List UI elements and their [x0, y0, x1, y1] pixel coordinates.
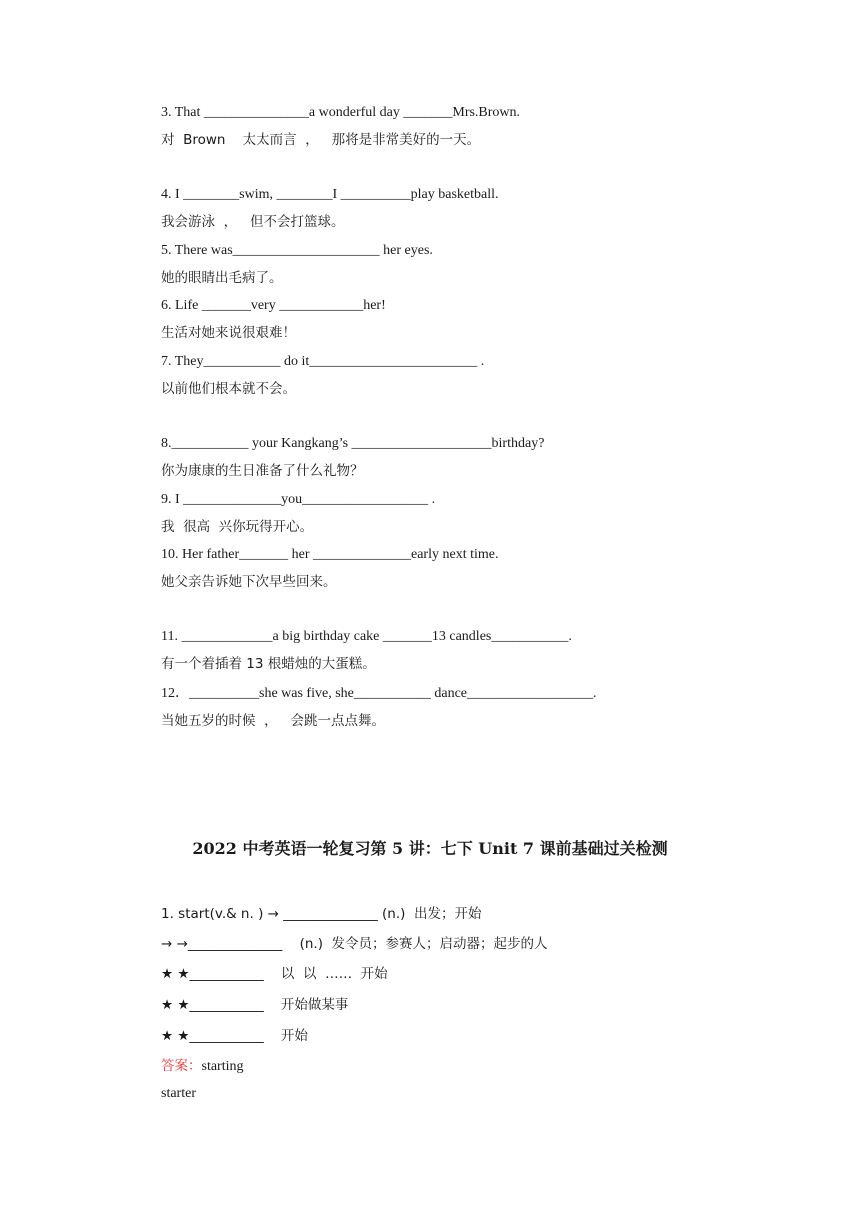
exercise-6-cn: 生活对她来说很艰难！ [161, 325, 296, 341]
exercise-3-en: 3. That _______________a wonderful day _______Mrs.Brown. [161, 105, 521, 120]
vocab-line-4: ★ ★___________ 开始做某事 [161, 997, 349, 1013]
exercise-6-en: 6. Life _______very ____________her! [161, 298, 386, 313]
vocab-line-2: → →______________ (n.) 发令员；参赛人；启动器；起步的人 [161, 936, 548, 952]
exercise-5-en: 5. There was_____________________ her eyes. [161, 243, 433, 258]
answer-label: 答案： [161, 1058, 202, 1074]
exercise-7-cn: 以前他们根本就不会。 [161, 381, 296, 397]
answer-2: starter [161, 1086, 196, 1101]
vocab-line-5: ★ ★___________ 开始 [161, 1028, 308, 1044]
exercise-10-en: 10. Her father_______ her ______________early next time. [161, 547, 499, 562]
vocab-line-3: ★ ★___________ 以 以 …… 开始 [161, 966, 388, 982]
exercise-12-cn: 当她五岁的时候 ， 会跳一点点舞。 [161, 713, 385, 729]
exercise-8-cn: 你为康康的生日准备了什么礼物？ [161, 463, 364, 479]
exercise-11-en: 11. _____________a big birthday cake _______13 candles___________. [161, 629, 572, 644]
vocab-line-1: 1. start(v.& n. ) → ______________ (n.) 出发；开始 [161, 906, 482, 922]
section-title: 2022 中考英语一轮复习第 5 讲：七下 Unit 7 课前基础过关检测 [192, 839, 668, 858]
exercise-10-cn: 她父亲告诉她下次早些回来。 [161, 574, 337, 590]
exercise-3-cn: 对 Brown 太太而言 ， 那将是非常美好的一天。 [161, 132, 481, 148]
exercise-9-cn: 我 很高 兴你玩得开心。 [161, 519, 314, 535]
exercise-7-en: 7. They___________ do it________________________ . [161, 354, 485, 369]
exercise-8-en: 8.___________ your Kangkang’s ____________________birthday? [161, 436, 545, 451]
answer-line [161, 1056, 244, 1077]
answer-1: starting [201, 1059, 244, 1074]
exercise-11-cn: 有一个着插着 13 根蜡烛的大蛋糕。 [161, 656, 376, 672]
exercise-5-cn: 她的眼睛出毛病了。 [161, 270, 283, 286]
exercise-4-cn: 我会游泳 ， 但不会打篮球。 [161, 214, 345, 230]
exercise-12-en: 12．__________she was five, she___________ dance__________________. [161, 686, 597, 701]
exercise-9-en: 9. I ______________you__________________ . [161, 492, 436, 507]
exercise-4-en: 4. I ________swim, ________I __________play basketball. [161, 187, 499, 202]
